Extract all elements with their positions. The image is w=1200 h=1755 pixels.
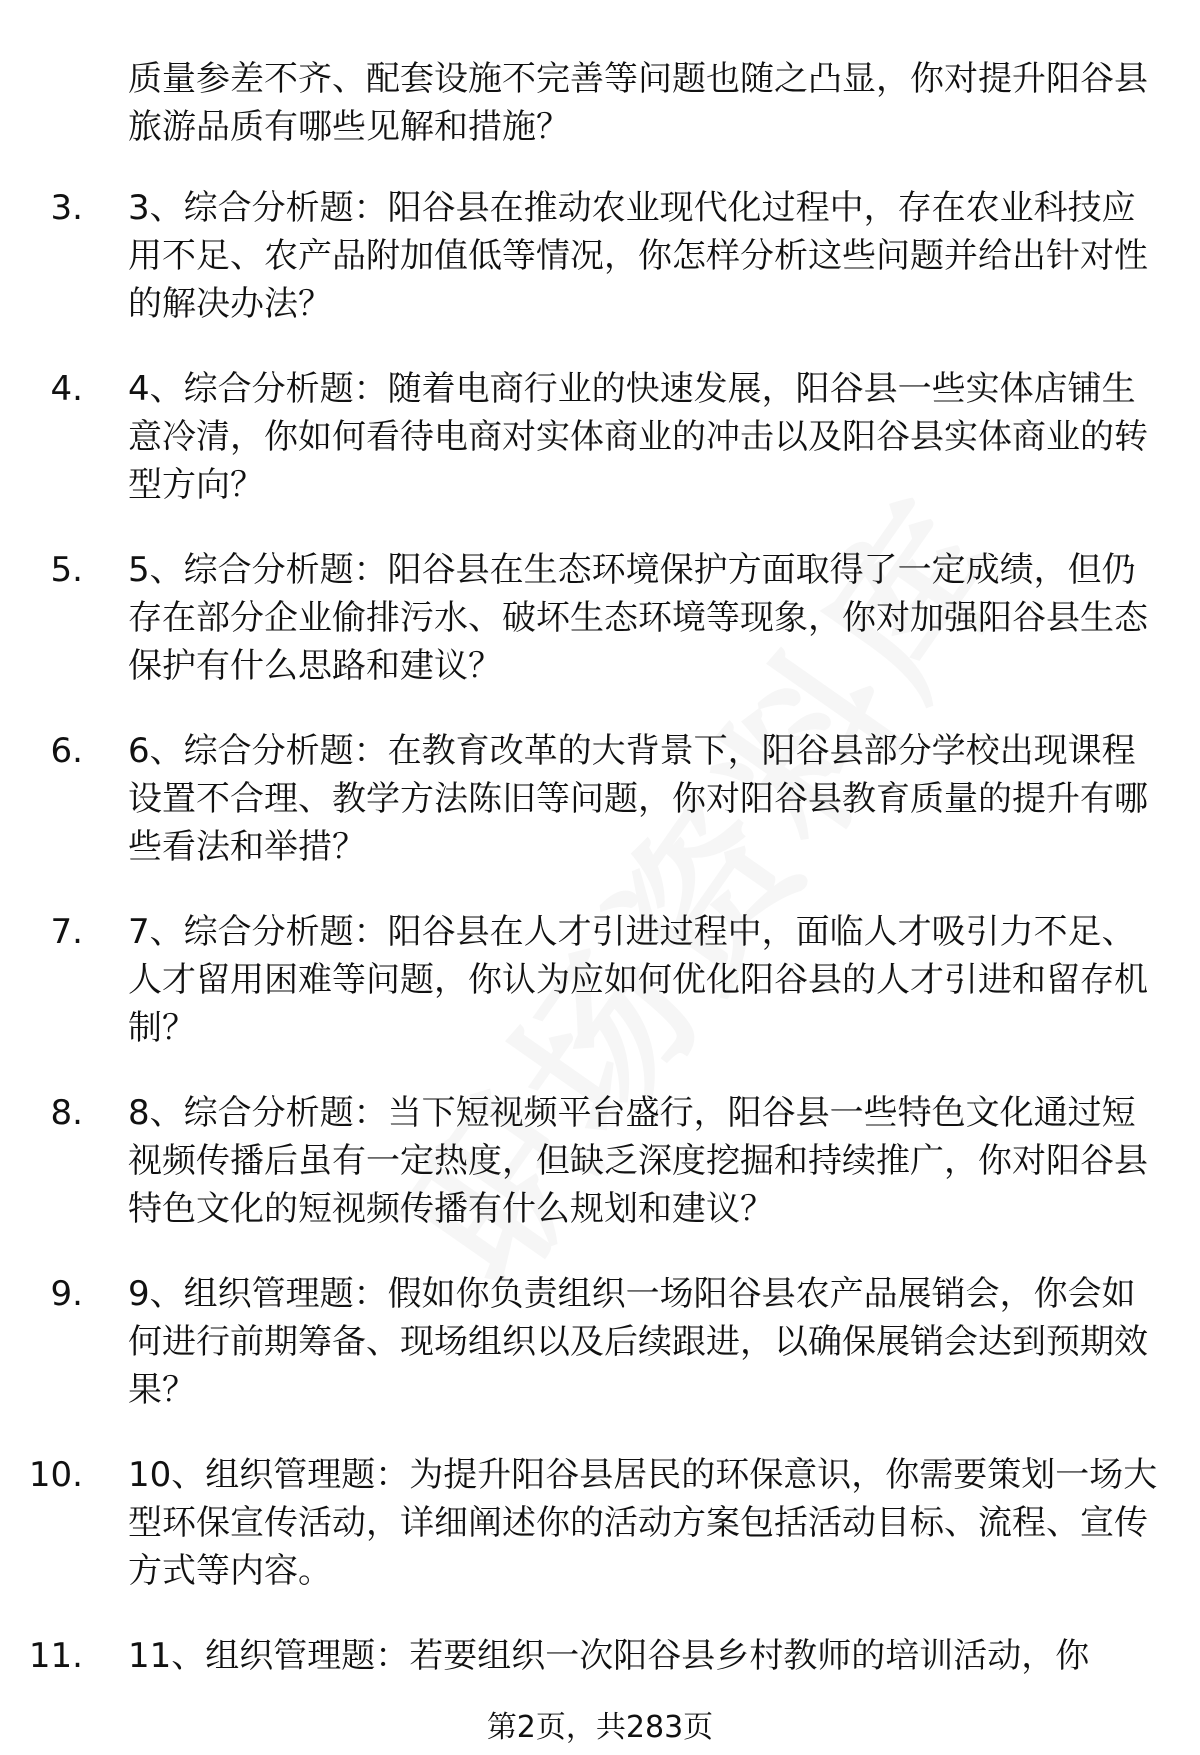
- question-number: 9.: [50, 1274, 83, 1314]
- question-number: 7.: [50, 912, 83, 952]
- page-number-label: 第2页，共283页: [486, 1710, 714, 1745]
- question-text: 5、综合分析题：阳谷县在生态环境保护方面取得了一定成绩，但仍存在部分企业偷排污水、破坏生态环境等现象，你对加强阳谷县生态保护有什么思路和建议？: [128, 550, 1148, 686]
- question-text: 11、组织管理题：若要组织一次阳谷县乡村教师的培训活动，你: [128, 1636, 1090, 1676]
- question-item: [0, 908, 1168, 1052]
- question-text: 10、组织管理题：为提升阳谷县居民的环保意识，你需要策划一场大型环保宣传活动，详细阐述你的活动方案包括活动目标、流程、宣传方式等内容。: [128, 1455, 1158, 1591]
- question-item: [0, 184, 1168, 328]
- question-item: [0, 1089, 1168, 1233]
- question-text: 3、综合分析题：阳谷县在推动农业现代化过程中，存在农业科技应用不足、农产品附加值低等情况，你怎样分析这些问题并给出针对性的解决办法？: [128, 188, 1148, 324]
- question-number: 4.: [50, 369, 83, 409]
- question-number: 5.: [50, 550, 83, 590]
- question-text: 9、组织管理题：假如你负责组织一场阳谷县农产品展销会，你会如何进行前期筹备、现场组织以及后续跟进，以确保展销会达到预期效果？: [128, 1274, 1148, 1410]
- question-item: [0, 365, 1168, 509]
- question-text: 8、综合分析题：当下短视频平台盛行，阳谷县一些特色文化通过短视频传播后虽有一定热度，但缺乏深度挖掘和持续推广，你对阳谷县特色文化的短视频传播有什么规划和建议？: [128, 1093, 1148, 1229]
- question-number: 10.: [28, 1455, 83, 1495]
- question-number: 8.: [50, 1093, 83, 1133]
- question-number: 3.: [50, 188, 83, 228]
- question-item: [0, 1270, 1168, 1414]
- question-item: [0, 1632, 1168, 1680]
- question-item: [0, 546, 1168, 690]
- question-text: 4、综合分析题：随着电商行业的快速发展，阳谷县一些实体店铺生意冷清，你如何看待电商对实体商业的冲击以及阳谷县实体商业的转型方向？: [128, 369, 1148, 505]
- question-item: [0, 1451, 1168, 1595]
- question-item: [0, 727, 1168, 871]
- page-footer: [0, 1708, 1200, 1748]
- question-number: 6.: [50, 731, 83, 771]
- question-list: [0, 184, 1200, 1717]
- question-number: 11.: [28, 1636, 83, 1676]
- continued-question-text: 质量参差不齐、配套设施不完善等问题也随之凸显，你对提升阳谷县旅游品质有哪些见解和措施？: [128, 59, 1148, 147]
- question-text: 6、综合分析题：在教育改革的大背景下，阳谷县部分学校出现课程设置不合理、教学方法陈旧等问题，你对阳谷县教育质量的提升有哪些看法和举措？: [128, 731, 1148, 867]
- question-text: 7、综合分析题：阳谷县在人才引进过程中，面临人才吸引力不足、人才留用困难等问题，你认为应如何优化阳谷县的人才引进和留存机制？: [128, 912, 1148, 1048]
